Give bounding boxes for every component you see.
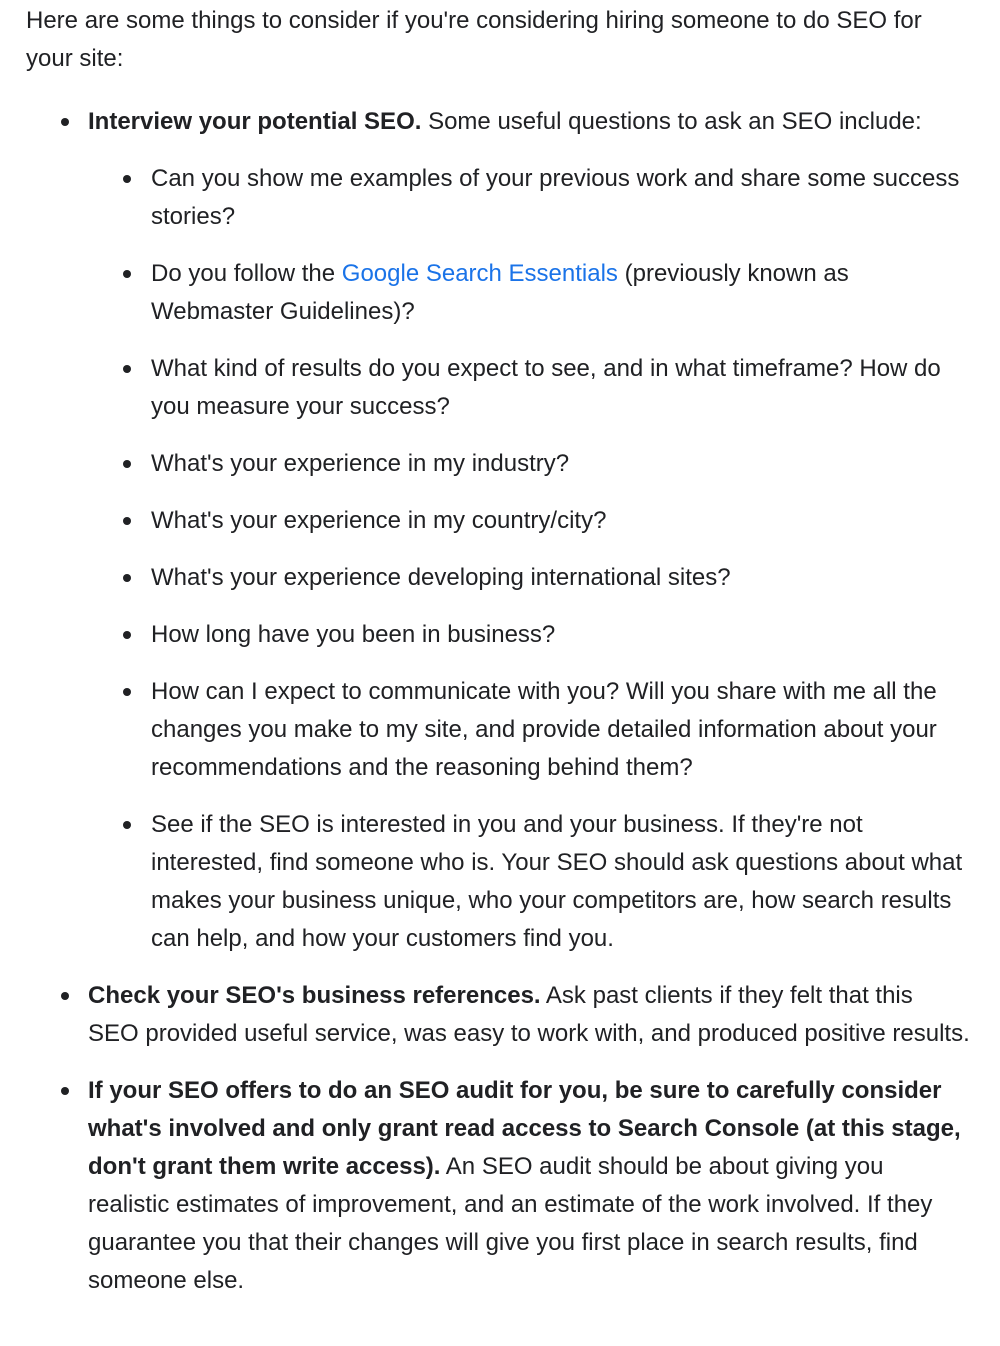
bullet-icon xyxy=(123,270,131,278)
bullet-icon xyxy=(123,574,131,582)
list-item xyxy=(88,445,970,483)
list-item-lead: If your SEO offers to do an SEO audit for you, be sure to carefully consider what's involved and only grant read access to Search Console (at this stage, don't grant them write access). xyxy=(88,1077,961,1180)
list-item xyxy=(88,350,970,426)
question-text-before: Do you follow the xyxy=(151,260,342,287)
list-item-audit xyxy=(26,1072,970,1300)
questions-list xyxy=(88,160,970,958)
list-item xyxy=(88,616,970,654)
bullet-icon xyxy=(123,821,131,829)
list-item-references xyxy=(26,977,970,1053)
question-text: What's your experience in my industry? xyxy=(151,450,570,477)
list-item xyxy=(88,806,970,958)
list-item-text: Some useful questions to ask an SEO include: xyxy=(421,108,922,135)
question-text: How long have you been in business? xyxy=(151,621,556,648)
bullet-icon xyxy=(123,688,131,696)
list-item xyxy=(88,502,970,540)
list-item-text: An SEO audit should be about giving you realistic estimates of improvement, and an estimate of the work involved. If they guarantee you that their changes will give you first place in search results, find someone else. xyxy=(88,1153,933,1294)
question-text: Can you show me examples of your previous work and share some success stories? xyxy=(151,165,960,230)
question-text: What's your experience developing international sites? xyxy=(151,564,731,591)
question-text: What kind of results do you expect to see, and in what timeframe? How do you measure your success? xyxy=(151,355,941,420)
intro-paragraph: Here are some things to consider if you're considering hiring someone to do SEO for your site: xyxy=(26,7,922,72)
list-item xyxy=(88,559,970,597)
question-text: How can I expect to communicate with you? Will you share with me all the changes you make to my site, and provide detailed information about your recommendations and the reasoning behind them? xyxy=(151,678,937,781)
bullet-icon xyxy=(123,460,131,468)
bullet-icon xyxy=(61,1087,69,1095)
list-item xyxy=(88,160,970,236)
bullet-icon xyxy=(123,517,131,525)
list-item xyxy=(88,673,970,787)
bullet-icon xyxy=(61,118,69,126)
list-item-lead: Check your SEO's business references. xyxy=(88,982,541,1009)
list-item-text: Ask past clients if they felt that this SEO provided useful service, was easy to work with, and produced positive results. xyxy=(88,982,970,1047)
list-item-lead: Interview your potential SEO. xyxy=(88,108,422,135)
question-text: What's your experience in my country/city? xyxy=(151,507,607,534)
question-text-after: (previously known as Webmaster Guidelines)? xyxy=(151,260,849,325)
google-search-essentials-link[interactable]: Google Search Essentials xyxy=(341,260,618,287)
question-text: See if the SEO is interested in you and your business. If they're not interested, find someone who is. Your SEO should ask questions about what makes your business unique, who your competitors are, how search results can help, and how your customers find you. xyxy=(151,811,963,952)
list-item-interview xyxy=(26,103,970,958)
list-item xyxy=(88,255,970,331)
bullet-icon xyxy=(123,365,131,373)
bullet-icon xyxy=(61,992,69,1000)
bullet-icon xyxy=(123,175,131,183)
considerations-list xyxy=(26,103,970,1300)
bullet-icon xyxy=(123,631,131,639)
